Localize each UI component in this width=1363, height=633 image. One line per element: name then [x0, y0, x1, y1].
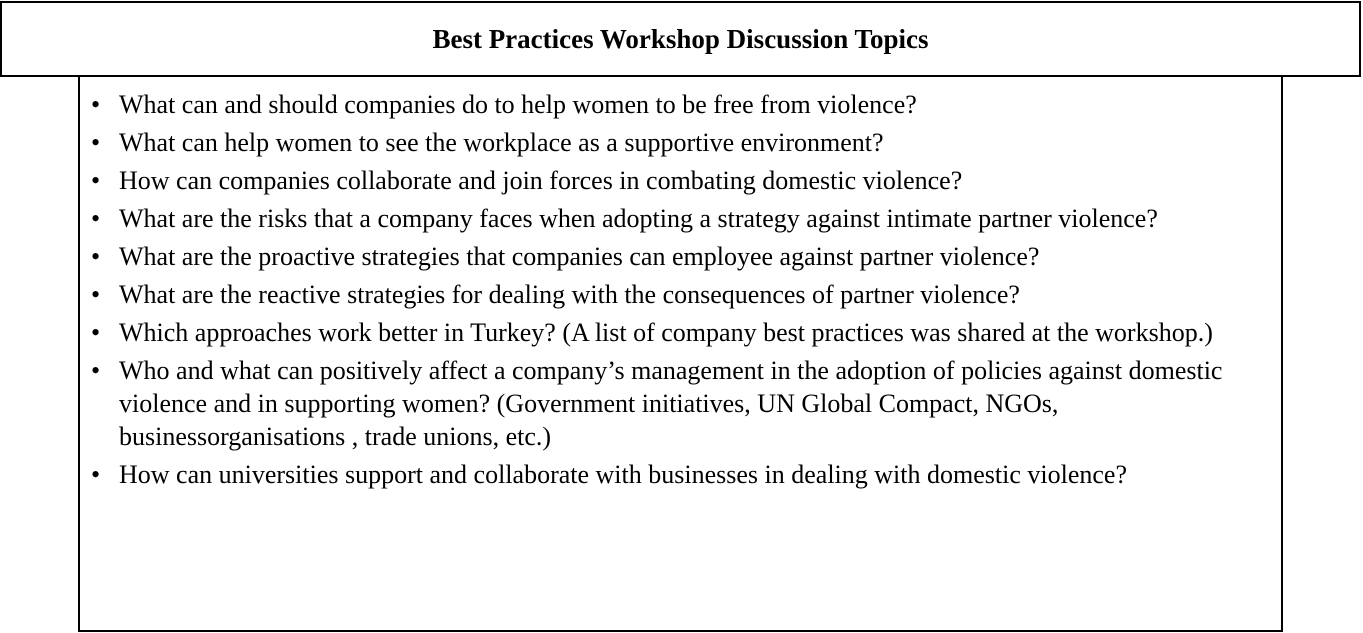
topic-text: Which approaches work better in Turkey? (A list of company best practices was shared at the workshop.): [119, 318, 1213, 347]
bullet-icon: •: [91, 242, 101, 271]
topic-list: [80, 75, 1281, 491]
bullet-icon: •: [91, 460, 101, 489]
bullet-icon: •: [91, 356, 101, 385]
topic-text: What are the risks that a company faces when adopting a strategy against intimate partner violence?: [119, 204, 1158, 233]
list-item: [80, 88, 1281, 121]
bullet-icon: •: [91, 318, 101, 347]
topic-text: What can help women to see the workplace as a supportive environment?: [119, 128, 884, 157]
list-item: [80, 278, 1281, 311]
bullet-icon: •: [91, 280, 101, 309]
topic-text: What are the proactive strategies that companies can employee against partner violence?: [119, 242, 1040, 271]
topic-text: How can companies collaborate and join forces in combating domestic violence?: [119, 166, 963, 195]
bullet-icon: •: [91, 166, 101, 195]
bullet-icon: •: [91, 90, 101, 119]
bullet-icon: •: [91, 204, 101, 233]
topic-text: How can universities support and collaborate with businesses in dealing with domestic violence?: [119, 460, 1127, 489]
list-item: [80, 126, 1281, 159]
list-item: [80, 316, 1281, 349]
topic-text: Who and what can positively affect a company’s management in the adoption of policies against domestic violence and in supporting women? (Government initiatives, UN Global Compact, NGOs, businessorganisations , trade unions, etc.): [119, 356, 1223, 451]
page-title: Best Practices Workshop Discussion Topics: [432, 23, 929, 54]
list-item: [80, 458, 1281, 491]
list-item: [80, 164, 1281, 197]
list-item: [80, 240, 1281, 273]
bullet-icon: •: [91, 128, 101, 157]
title-box: [0, 1, 1361, 77]
topics-box: [78, 75, 1283, 632]
topic-text: What can and should companies do to help women to be free from violence?: [119, 90, 917, 119]
topic-text: What are the reactive strategies for dealing with the consequences of partner violence?: [119, 280, 1020, 309]
list-item: [80, 202, 1281, 235]
list-item: [80, 354, 1281, 453]
